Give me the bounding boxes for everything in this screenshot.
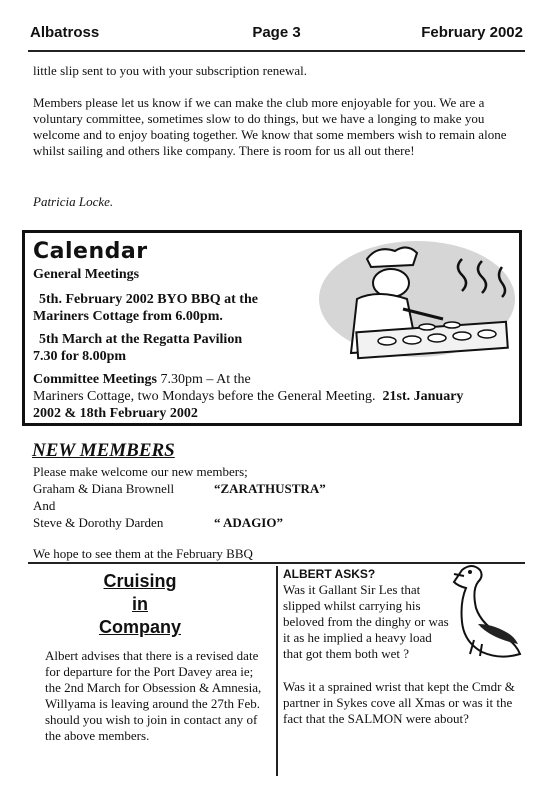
- boat-name-2: “ ADAGIO”: [214, 515, 283, 530]
- committee-label: Committee Meetings: [33, 372, 158, 387]
- new-members-intro: Please make welcome our new members;: [33, 464, 248, 479]
- new-members-title: NEW MEMBERS: [32, 440, 175, 461]
- calendar-subtitle: General Meetings: [33, 267, 140, 282]
- new-members-closing: We hope to see them at the February BBQ: [33, 546, 253, 561]
- intro-line: little slip sent to you with your subscription renewal.: [33, 63, 308, 78]
- albert-title: ALBERT ASKS?: [283, 567, 376, 581]
- page-header: [30, 24, 523, 48]
- calendar-title: Calendar: [33, 239, 148, 264]
- newsletter-name: Albatross: [30, 24, 100, 41]
- committee-meetings: [33, 371, 518, 422]
- committee-time: 7.30pm – At the: [157, 372, 251, 387]
- meeting-item-2: [33, 331, 243, 365]
- albert-paragraph-1: Was it Gallant Sir Les that slipped whilst carrying his beloved from the dinghy or was it as he implied a heavy load that got them both wet ?: [283, 582, 449, 661]
- signature: Patricia Locke.: [33, 194, 114, 209]
- and-text: And: [33, 498, 56, 513]
- committee-date-1: 21st. January: [382, 389, 464, 404]
- chef-baking-icon: [317, 239, 517, 374]
- member-name-1: Graham & Diana Brownell: [33, 481, 175, 496]
- page-number: Page 3: [252, 24, 301, 41]
- meeting-2-line-2: 7.30 for 8.00pm: [33, 349, 127, 364]
- meeting-item-1: [33, 291, 258, 325]
- cruising-title-line-2: in: [132, 594, 148, 614]
- intro-paragraph: Members please let us know if we can make the club more enjoyable for you. We are a voluntary committee, sometimes slow to do things, but we have a longing to make you welcome and to enjoy boating together. We know that some members wish to remain alone whilst sailing and others like company. There is room for us all out there!: [33, 95, 507, 158]
- column-divider: [276, 566, 278, 776]
- calendar-box: [22, 230, 522, 426]
- cruising-title-line-3: Company: [98, 617, 181, 637]
- cruising-title-line-1: Cruising: [103, 571, 177, 591]
- boat-name-1: “ZARATHUSTRA”: [214, 481, 326, 496]
- member-name-2: Steve & Dorothy Darden: [33, 515, 164, 530]
- meeting-1-line-2: Mariners Cottage from 6.00pm.: [33, 309, 223, 324]
- cruising-title: [50, 570, 230, 639]
- committee-date-2: 2002 & 18th February 2002: [33, 406, 198, 421]
- albert-paragraph-2: Was it a sprained wrist that kept the Cmdr & partner in Sykes cove all Xmas or was it the fact that the SALMON were about?: [283, 679, 515, 726]
- issue-date: February 2002: [421, 24, 523, 41]
- meeting-2-line-1: 5th March at the Regatta Pavilion: [39, 332, 243, 347]
- header-rule: [28, 50, 525, 52]
- committee-location: Mariners Cottage, two Mondays before the General Meeting.: [33, 389, 376, 404]
- meeting-1-line-1: 5th. February 2002 BYO BBQ at the: [39, 292, 258, 307]
- cruising-text: Albert advises that there is a revised date for departure for the Port Davey area ie; the 2nd March for Obsession & Amnesia, Willyama is leaving around the 27th Feb. should you wish to join in contact any of the above members.: [45, 648, 262, 743]
- duck-icon: [448, 562, 526, 658]
